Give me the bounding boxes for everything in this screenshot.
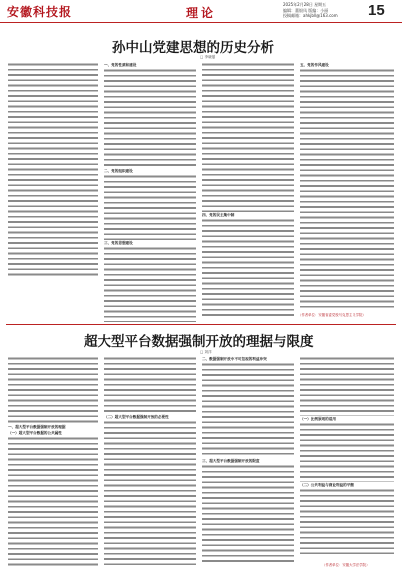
- article-2-column-3: [202, 356, 294, 570]
- article-2-column-4: [300, 356, 394, 570]
- article-1-column-1: [8, 62, 98, 276]
- article-2-subhead: （二）超大型平台数据强制开放的必要性: [104, 415, 169, 419]
- article-2-subhead: 一、超大型平台数据强制开放的理据: [8, 425, 66, 429]
- article-1-subhead: 二、党的组织建设: [104, 169, 133, 173]
- article-2-column-1: [8, 356, 98, 570]
- page-number: 15: [368, 2, 385, 19]
- article-1-subhead: 五、党的作风建设: [300, 63, 329, 67]
- article-2-title: 超大型平台数据强制开放的理据与限度: [84, 334, 314, 350]
- divider: [6, 324, 396, 325]
- article-1-subhead: 四、党的民主集中制: [202, 213, 235, 217]
- article-1-footer: （作者单位：安徽省委党校马克思主义学院）: [298, 313, 366, 317]
- article-2-subhead: 三、超大型平台数据强制开放的限度: [202, 459, 260, 463]
- section-title: 理论: [186, 6, 217, 20]
- article-1-author: □ 李晓蔓: [200, 55, 216, 59]
- article-2-column-2: [104, 356, 196, 570]
- article-1-subhead: 三、党的思想建设: [104, 241, 133, 245]
- article-2-subhead: （二）公共利益与商业利益的平衡: [300, 483, 354, 487]
- article-1-subhead: 一、党的性质和建设: [104, 63, 137, 67]
- article-2-subhead: （一）超大型平台数据的公共属性: [8, 431, 62, 435]
- issue-meta: [283, 2, 363, 19]
- article-2-footer: （作者单位：安徽大学法学院）: [322, 563, 370, 567]
- article-1-title: 孙中山党建思想的历史分析: [112, 40, 274, 56]
- email-line: 投稿邮箱：ahkjbll@163.com: [283, 13, 338, 19]
- article-1-column-4: [300, 62, 394, 322]
- article-2-subhead: 二、数据强制开放中不可忽视的利益冲突: [202, 357, 267, 361]
- article-2-author: □ 刘洋: [200, 350, 212, 354]
- article-1-column-2: [104, 62, 196, 322]
- newspaper-logo: 安徽科技报: [7, 5, 73, 19]
- editor-line: 编辑：董银凤 版编：小丽: [283, 7, 329, 13]
- masthead: [0, 0, 402, 23]
- article-2-subhead: （一）比例原则的适用: [300, 417, 336, 421]
- date-line: 2025年2月28日 星期五: [283, 2, 327, 7]
- article-1-column-3: [202, 62, 294, 322]
